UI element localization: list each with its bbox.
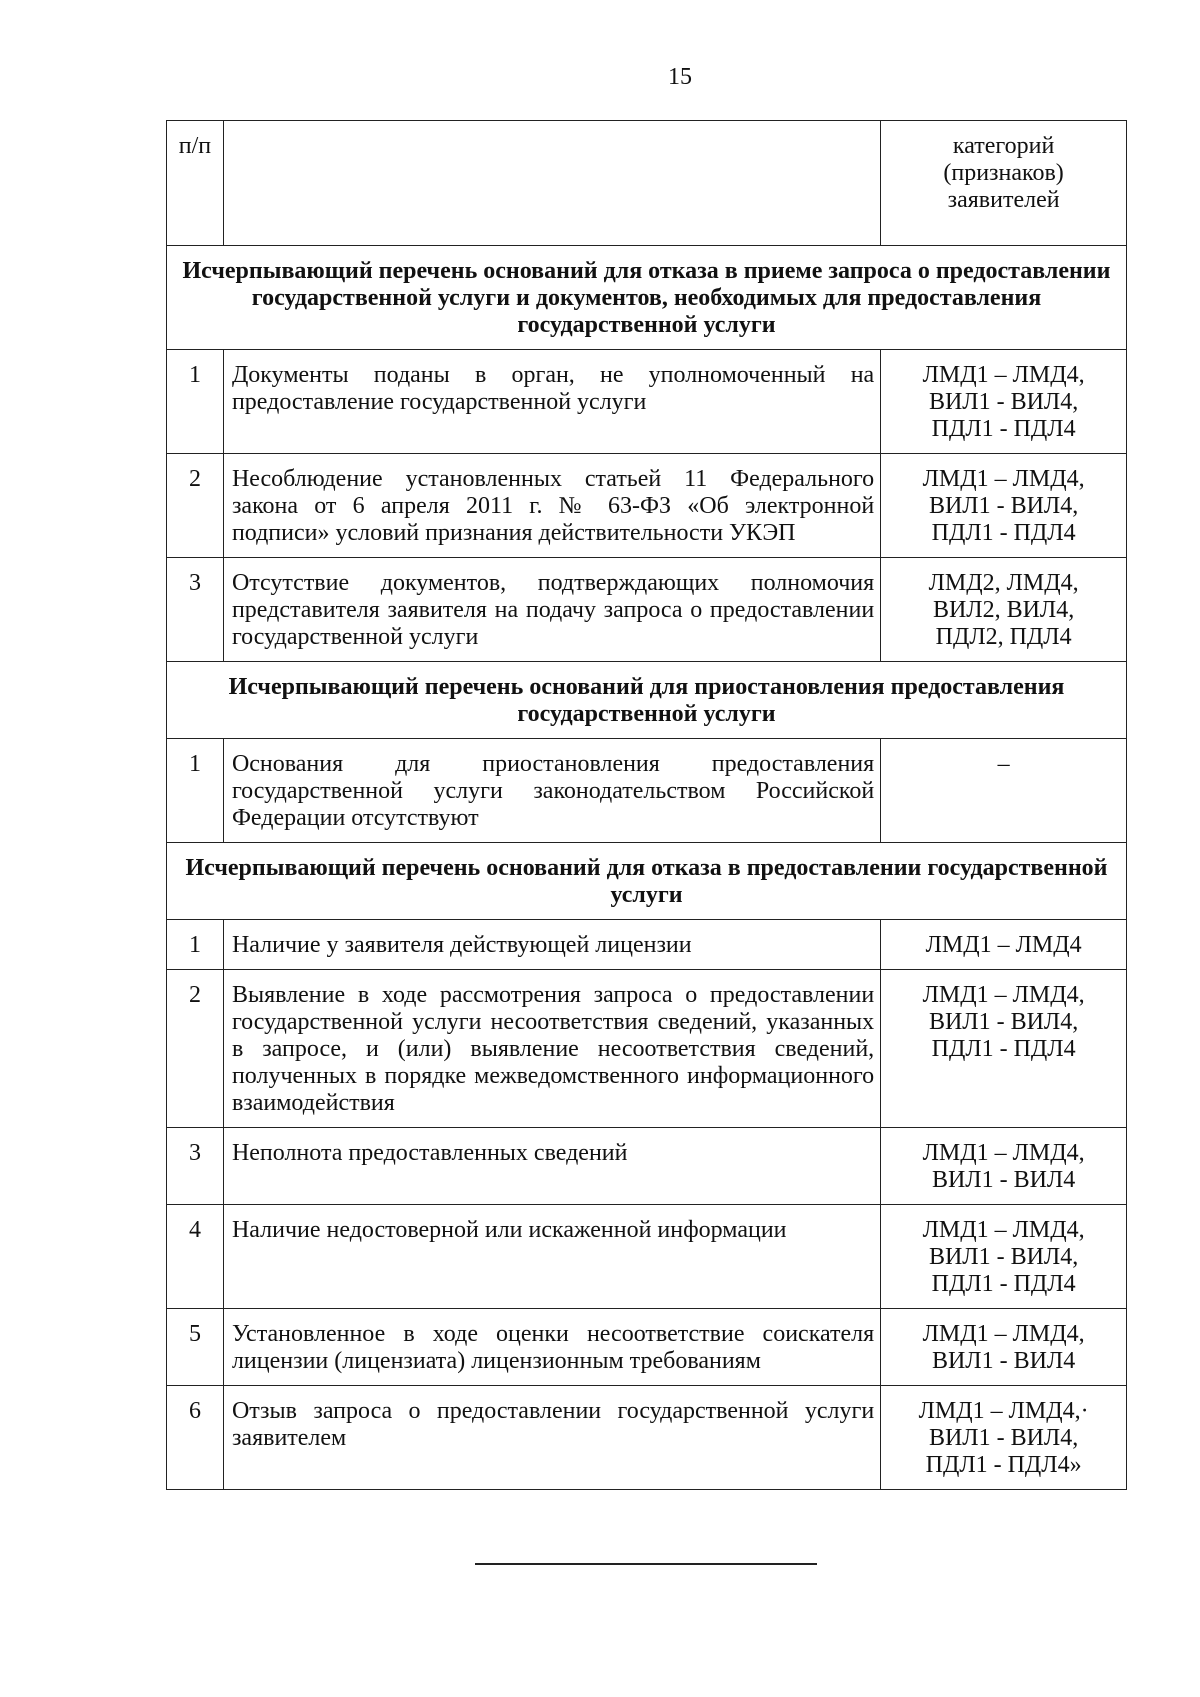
row-reason-text: Установленное в ходе оценки несоответствие соискателя лицензии (лицензиата) лицензионным требованиям [223, 1309, 880, 1386]
row-reason-text: Отсутствие документов, подтверждающих полномочия представителя заявителя на подачу запроса о предоставлении государственной услуги [223, 558, 880, 662]
header-category-cell: категорий (признаков) заявителей [881, 121, 1127, 246]
section-heading-row [167, 246, 1127, 350]
row-reason-text: Выявление в ходе рассмотрения запроса о предоставлении государственной услуги несоответствия сведений, указанных в запросе, и (или) выявление несоответствия сведений, полученных в порядке межведомственного информационного взаимодействия [223, 970, 880, 1128]
row-number: 6 [167, 1386, 224, 1490]
table-row [167, 920, 1127, 970]
page-number: 15 [668, 64, 692, 90]
closing-rule [475, 1563, 817, 1565]
section-title: Исчерпывающий перечень оснований для отказа в предоставлении государственной услуги [167, 843, 1127, 920]
table-row [167, 970, 1127, 1128]
header-number-cell: п/п [167, 121, 224, 246]
row-reason-text: Наличие у заявителя действующей лицензии [223, 920, 880, 970]
row-applicant-categories: ЛМД1 – ЛМД4,· ВИЛ1 - ВИЛ4, ПДЛ1 - ПДЛ4» [881, 1386, 1127, 1490]
table-header-row [167, 121, 1127, 246]
row-applicant-categories: ЛМД1 – ЛМД4, ВИЛ1 - ВИЛ4, ПДЛ1 - ПДЛ4 [881, 970, 1127, 1128]
row-number: 2 [167, 970, 224, 1128]
section-heading-row [167, 662, 1127, 739]
row-reason-text: Основания для приостановления предоставления государственной услуги законодательством Российской Федерации отсутствуют [223, 739, 880, 843]
row-number: 4 [167, 1205, 224, 1309]
section-title: Исчерпывающий перечень оснований для приостановления предоставления государственной услуги [167, 662, 1127, 739]
row-applicant-categories: ЛМД1 – ЛМД4, ВИЛ1 - ВИЛ4, ПДЛ1 - ПДЛ4 [881, 1205, 1127, 1309]
row-reason-text: Несоблюдение установленных статьей 11 Федерального закона от 6 апреля 2011 г. № 63-ФЗ «Об электронной подписи» условий признания действительности УКЭП [223, 454, 880, 558]
header-text-cell [223, 121, 880, 246]
section-heading-row [167, 843, 1127, 920]
row-applicant-categories: – [881, 739, 1127, 843]
row-number: 3 [167, 1128, 224, 1205]
row-reason-text: Отзыв запроса о предоставлении государственной услуги заявителем [223, 1386, 880, 1490]
table-row [167, 1128, 1127, 1205]
table-row [167, 454, 1127, 558]
table-row [167, 1309, 1127, 1386]
row-applicant-categories: ЛМД1 – ЛМД4, ВИЛ1 - ВИЛ4 [881, 1309, 1127, 1386]
row-applicant-categories: ЛМД2, ЛМД4, ВИЛ2, ВИЛ4, ПДЛ2, ПДЛ4 [881, 558, 1127, 662]
row-reason-text: Наличие недостоверной или искаженной информации [223, 1205, 880, 1309]
row-number: 1 [167, 920, 224, 970]
row-number: 2 [167, 454, 224, 558]
row-reason-text: Неполнота предоставленных сведений [223, 1128, 880, 1205]
table-row [167, 739, 1127, 843]
row-applicant-categories: ЛМД1 – ЛМД4, ВИЛ1 - ВИЛ4, ПДЛ1 - ПДЛ4 [881, 350, 1127, 454]
row-applicant-categories: ЛМД1 – ЛМД4, ВИЛ1 - ВИЛ4, ПДЛ1 - ПДЛ4 [881, 454, 1127, 558]
grounds-table [166, 120, 1127, 1490]
table-row [167, 350, 1127, 454]
row-applicant-categories: ЛМД1 – ЛМД4 [881, 920, 1127, 970]
table-row [167, 558, 1127, 662]
table-row [167, 1386, 1127, 1490]
row-number: 3 [167, 558, 224, 662]
section-title: Исчерпывающий перечень оснований для отказа в приеме запроса о предоставлении государственной услуги и документов, необходимых для предоставления государственной услуги [167, 246, 1127, 350]
row-reason-text: Документы поданы в орган, не уполномоченный на предоставление государственной услуги [223, 350, 880, 454]
table-row [167, 1205, 1127, 1309]
row-applicant-categories: ЛМД1 – ЛМД4, ВИЛ1 - ВИЛ4 [881, 1128, 1127, 1205]
row-number: 1 [167, 739, 224, 843]
row-number: 1 [167, 350, 224, 454]
row-number: 5 [167, 1309, 224, 1386]
